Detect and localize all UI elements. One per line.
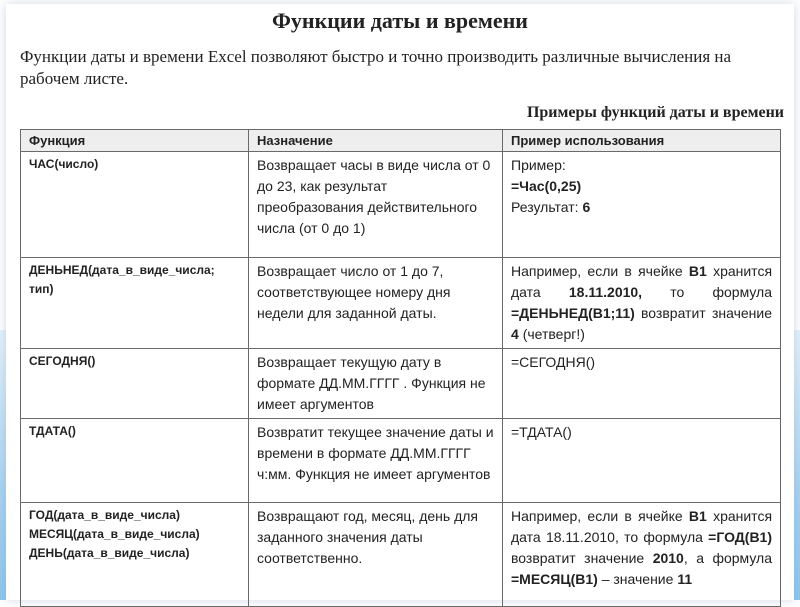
result-label: Результат: bbox=[511, 199, 579, 215]
intro-paragraph: Функции даты и времени Excel позволяют быстро и точно производить различные вычисления на рабочем листе. bbox=[20, 47, 732, 88]
example-text: то формула bbox=[670, 284, 773, 300]
example-text: хранится дата 18.11.2010, то формула bbox=[511, 508, 773, 545]
table-row bbox=[21, 503, 781, 607]
example-formula: =ДЕНЬНЕД(B1;11) bbox=[511, 305, 635, 321]
purpose-cell: Возвращает часы в виде числа от 0 до 23, как результат преобразования действительного числа (от 0 до 1) bbox=[249, 152, 503, 258]
function-name: МЕСЯЦ(дата_в_виде_числа) bbox=[29, 527, 200, 541]
purpose-cell: Возвращают год, месяц, день для заданного значения даты соответственно. bbox=[249, 503, 503, 607]
purpose-cell: Возвратит текущее значение даты и времени в формате ДД.ММ.ГГГГ ч:мм. Функция не имеет аргументов bbox=[249, 419, 503, 503]
function-cell: ТДАТА() bbox=[21, 419, 249, 503]
function-cell bbox=[21, 503, 249, 607]
example-result bbox=[511, 197, 772, 218]
cell-ref: B1 bbox=[688, 508, 707, 524]
example-value: 2010 bbox=[652, 550, 684, 566]
function-cell: ДЕНЬНЕД(дата_в_виде_числа; тип) bbox=[21, 258, 249, 349]
example-cell bbox=[503, 503, 781, 607]
example-text: Например, если в ячейке bbox=[511, 263, 683, 279]
result-value: 6 bbox=[582, 199, 591, 215]
example-label: Пример: bbox=[511, 157, 566, 173]
example-cell: =СЕГОДНЯ() bbox=[503, 349, 781, 419]
table-header-row bbox=[21, 130, 781, 152]
cell-ref: B1 bbox=[688, 263, 707, 279]
example-text: Например, если в ячейке bbox=[511, 508, 683, 524]
example-cell bbox=[503, 258, 781, 349]
table-row bbox=[21, 152, 781, 258]
example-value: 4 bbox=[511, 326, 519, 342]
purpose-cell: Возвращает число от 1 до 7, соответствующее номеру дня недели для заданной даты. bbox=[249, 258, 503, 349]
example-text: , а формула bbox=[683, 550, 772, 566]
example-text: возвратит значение bbox=[511, 550, 645, 566]
header-example: Пример использования bbox=[503, 130, 781, 152]
example-formula: =Час(0,25) bbox=[511, 178, 582, 194]
example-text: хранится дата bbox=[511, 263, 773, 300]
function-name: ДЕНЬ(дата_в_виде_числа) bbox=[29, 546, 190, 560]
header-purpose: Назначение bbox=[249, 130, 503, 152]
function-name: ГОД(дата_в_виде_числа) bbox=[29, 508, 180, 522]
example-formula: =ГОД(B1) bbox=[708, 529, 772, 545]
table-row bbox=[21, 419, 781, 503]
function-cell: СЕГОДНЯ() bbox=[21, 349, 249, 419]
function-cell: ЧАС(число) bbox=[21, 152, 249, 258]
example-text: возвратит значение bbox=[641, 305, 772, 321]
example-formula: =МЕСЯЦ(B1) bbox=[511, 571, 598, 587]
purpose-cell: Возвращает текущую дату в формате ДД.ММ.ГГГГ . Функция не имеет аргументов bbox=[249, 349, 503, 419]
table-caption: Примеры функций даты и времени bbox=[526, 104, 784, 121]
example-text: (четверг!) bbox=[522, 326, 585, 342]
functions-table bbox=[20, 129, 781, 607]
table-row bbox=[21, 258, 781, 349]
table-row bbox=[21, 349, 781, 419]
example-text: – значение bbox=[601, 571, 674, 587]
slide-title: Функции даты и времени bbox=[272, 8, 528, 33]
header-function: Функция bbox=[21, 130, 249, 152]
example-date: 18.11.2010, bbox=[568, 284, 643, 300]
example-cell bbox=[503, 152, 781, 258]
example-value: 11 bbox=[677, 571, 693, 587]
example-cell: =ТДАТА() bbox=[503, 419, 781, 503]
